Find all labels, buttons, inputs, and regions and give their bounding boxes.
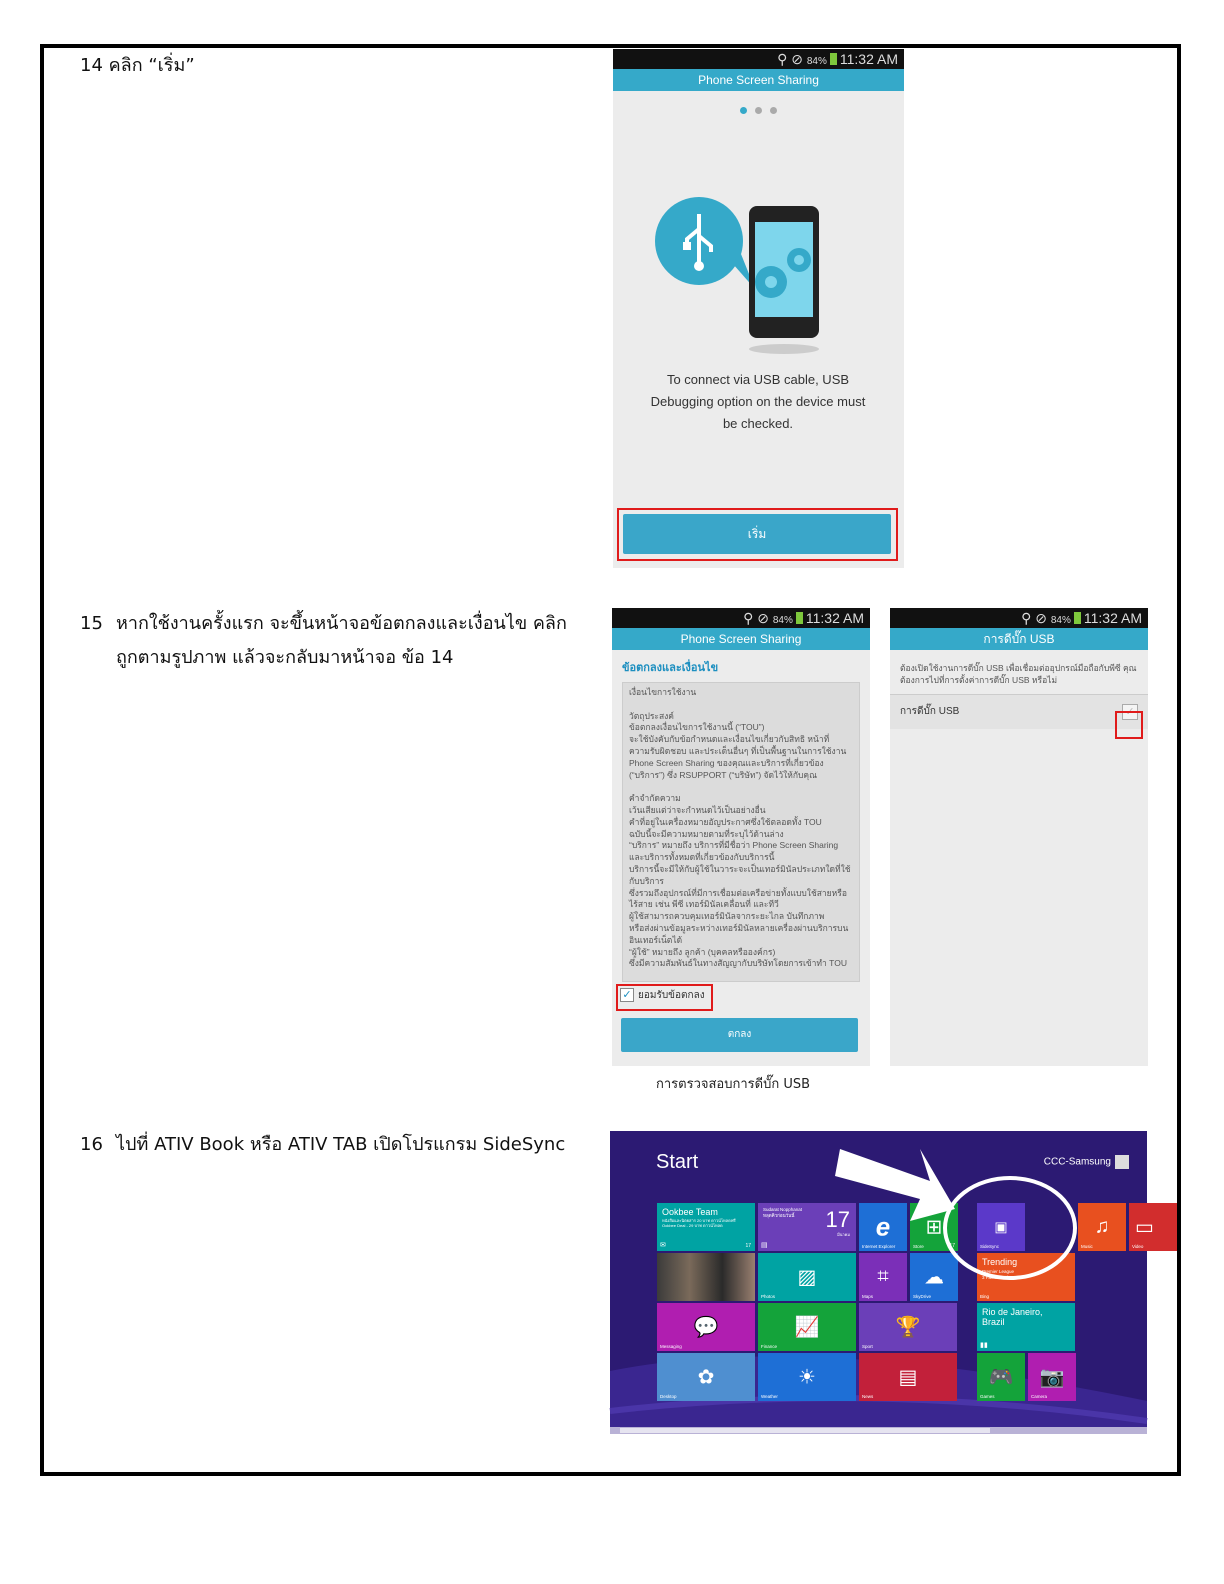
- step-number: 15: [80, 613, 103, 634]
- app-title-bar: การดีบั๊ก USB: [890, 628, 1148, 650]
- accept-terms-label: ยอมรับข้อตกลง: [638, 990, 705, 1001]
- sun-icon: ☀: [798, 1366, 816, 1389]
- app-title-bar: Phone Screen Sharing: [612, 628, 870, 650]
- tile-label: Games: [980, 1394, 995, 1399]
- tile-label: Finance: [761, 1344, 778, 1349]
- cloud-icon: ☁: [924, 1266, 944, 1289]
- usb-debugging-message: To connect via USB cable, USB Debugging option on the device must be checked.: [650, 372, 866, 431]
- clock: 11:32 AM: [805, 610, 864, 626]
- step-text-line1: หากใช้งานครั้งแรก จะขึ้นหน้าจอข้อตกลงและเงื่อนไข คลิก: [116, 613, 567, 634]
- trophy-icon: 🏆: [895, 1316, 921, 1339]
- mail-icon: ✉: [660, 1242, 666, 1249]
- terms-heading: ข้อตกลงและเงื่อนไข: [622, 662, 719, 674]
- tile-label: Music: [1081, 1244, 1093, 1249]
- step-text: คลิก “เริ่ม”: [108, 55, 195, 76]
- finance-chart-icon: 📈: [794, 1316, 820, 1339]
- news-icon: ▤: [898, 1366, 918, 1389]
- highlight-circle: [945, 1178, 1075, 1278]
- highlight-box: [616, 984, 713, 1011]
- step-14: [80, 49, 195, 83]
- page-dot-active: [740, 107, 747, 114]
- annotation-overlay: [610, 1131, 1147, 1434]
- sidesync-icon: ▣: [994, 1218, 1008, 1235]
- ookbee-subtitle: หนังสือและนิตยสาร 20 บาท ดาวน์โหลดฟรี Ookbee Deal - 29 บาท ดาวน์โหลด: [662, 1218, 736, 1228]
- calendar-text: Sudarat Nopphanat หลุดคิวก่อนวันนี้: [763, 1207, 803, 1218]
- battery-percent: 84%: [772, 615, 793, 626]
- clock: 11:32 AM: [1083, 610, 1142, 626]
- tile-label: Maps: [862, 1294, 874, 1299]
- phone-screen-start: [613, 49, 904, 568]
- page-dot: [755, 107, 762, 114]
- tile-label: Desktop: [660, 1394, 677, 1399]
- usb-connection-illustration-icon: [653, 194, 853, 359]
- tile-label: Photos: [761, 1294, 776, 1299]
- checkmark-icon: ✓: [620, 988, 634, 1002]
- calendar-icon: ▤: [761, 1242, 768, 1249]
- figure-caption: การตรวจสอบการดีบั๊ก USB: [656, 1077, 811, 1092]
- page-indicator: [613, 101, 904, 115]
- tile-label: Store: [913, 1244, 924, 1249]
- scrollbar-thumb[interactable]: [620, 1428, 990, 1433]
- gamepad-icon: 🎮: [988, 1366, 1014, 1389]
- tile-label: SideSync: [980, 1244, 1000, 1249]
- headphones-icon: ♫: [1094, 1215, 1110, 1238]
- step-16: [80, 1128, 565, 1162]
- status-bar: [613, 49, 904, 69]
- messaging-icon: 💬: [693, 1316, 719, 1339]
- user-name: CCC-Samsung: [1043, 1156, 1111, 1168]
- phone-screen-terms: [612, 608, 870, 1066]
- step-number: 16: [80, 1134, 103, 1155]
- maps-icon: ⌗: [877, 1265, 889, 1288]
- trending-title: Trending: [982, 1257, 1018, 1267]
- step-text: ไปที่ ATIV Book หรือ ATIV TAB เปิดโปรแกรม SideSync: [116, 1134, 566, 1155]
- weather-bars-icon: ▮▮: [980, 1342, 988, 1349]
- clock: 11:32 AM: [839, 51, 898, 67]
- usb-icon: ⚲: [777, 51, 788, 67]
- battery-icon: [830, 53, 837, 65]
- phone-screen-usb-debugging: [890, 608, 1148, 1066]
- horizontal-scrollbar[interactable]: [610, 1427, 1147, 1434]
- step-number: 14: [80, 55, 103, 76]
- step-15: [80, 607, 567, 675]
- tile-label: Sport: [862, 1344, 873, 1349]
- trending-subtitle: Premier League 3 Factor final: [982, 1269, 1015, 1280]
- video-icon: ▭: [1135, 1216, 1154, 1239]
- store-count: 17: [949, 1243, 955, 1249]
- usb-debugging-label: การดีบั๊ก USB: [900, 706, 960, 717]
- status-bar: [890, 608, 1148, 628]
- weather-city: Rio de Janeiro, Brazil: [982, 1307, 1043, 1327]
- tile-label: Internet Explorer: [862, 1244, 896, 1249]
- usb-icon: ⚲: [743, 610, 754, 626]
- usb-debugging-option[interactable]: [890, 695, 1148, 729]
- no-sign-icon: ⊘: [791, 51, 803, 67]
- tile-label: Video: [1132, 1244, 1144, 1249]
- windows-start-screen: [610, 1131, 1154, 1434]
- battery-icon: [1074, 612, 1081, 624]
- ok-button[interactable]: ตกลง: [621, 1018, 858, 1052]
- terms-text[interactable]: เงื่อนไขการใช้งาน วัตถุประสงค์ ข้อตกลงเงื่อนไขการใช้งานนี้ (“TOU”) จะใช้บังคับกับข้อกำหนดและเงื่อนไขเกี่ยวกับสิทธิ หน้าที่ ความรับผิดชอบ และประเด็นอื่นๆ ที่เป็นพื้นฐานในการใช้งาน Phone Screen Sharing ของคุณและบริการที่เกี่ยวข้อง (“บริการ”) ซึ่ง RSUPPORT (“บริษัท”) จัดไว้ให้กับคุณ คำจำกัดความ เว้นเสียแต่ว่าจะกำหนดไว้เป็นอย่างอื่น คำที่อยู่ในเครื่องหมายอัญประกาศซึ่งใช้ตลอดทั้ง TOU ฉบับนี้จะมีความหมายตามที่ระบุไว้ด้านล่าง “บริการ” หมายถึง บริการที่มีชื่อว่า Phone Screen Sharing และบริการทั้งหมดที่เกี่ยวข้องกับบริการนี้ บริการนี้จะมีให้กับผู้ใช้ในวาระจะเป็นเทอร์มินัลประเภทใดที่ใช้กับบริการ ซึ่งรวมถึงอุปกรณ์ที่มีการเชื่อมต่อเครือข่ายทั้งแบบใช้สายหรือไร้สาย เช่น พีซี เทอร์มินัลเคลื่อนที่ และทีวี ผู้ใช้สามารถควบคุมเทอร์มินัลจากระยะไกล บันทึกภาพ หรือส่งผ่านข้อมูลระหว่างเทอร์มินัลหลายเครื่องผ่านบริการบนอินเทอร์เน็ตได้ “ผู้ใช้” หมายถึง ลูกค้า (บุคคลหรือองค์กร) ซึ่งมีความสัมพันธ์ในทางสัญญากับบริษัทโดยการเข้าทำ TOU: [622, 682, 860, 982]
- status-bar: [612, 608, 870, 628]
- no-sign-icon: ⊘: [757, 610, 769, 626]
- app-title-bar: Phone Screen Sharing: [613, 69, 904, 91]
- highlight-box: [617, 508, 898, 561]
- page-dot: [770, 107, 777, 114]
- battery-percent: 84%: [806, 56, 827, 67]
- photos-icon: ▨: [797, 1266, 817, 1289]
- ookbee-count: 17: [745, 1243, 751, 1249]
- battery-percent: 84%: [1050, 615, 1071, 626]
- usb-icon: ⚲: [1021, 610, 1032, 626]
- flowers-icon: ✿: [697, 1366, 715, 1389]
- store-icon: ⊞: [925, 1216, 943, 1239]
- tile-label: Messaging: [660, 1344, 682, 1349]
- tile-label: SkyDrive: [913, 1294, 932, 1299]
- no-sign-icon: ⊘: [1035, 610, 1047, 626]
- battery-icon: [796, 612, 803, 624]
- arrow-icon: [835, 1149, 955, 1221]
- tile-label: Bing: [980, 1294, 990, 1299]
- calendar-day: 17: [825, 1207, 850, 1232]
- tile-label: Weather: [761, 1394, 778, 1399]
- tile-label: News: [862, 1394, 874, 1399]
- calendar-month: มีนาคม: [837, 1232, 850, 1237]
- start-title: Start: [656, 1151, 699, 1173]
- camera-icon: 📷: [1039, 1366, 1065, 1389]
- usb-debugging-checkbox[interactable]: ✓: [1122, 704, 1138, 720]
- step-text-line2: ถูกตามรูปภาพ แล้วจะกลับมาหน้าจอ ข้อ 14: [116, 647, 454, 668]
- usb-debugging-description: ต้องเปิดใช้งานการดีบั๊ก USB เพื่อเชื่อมต่ออุปกรณ์มือถือกับพีซี คุณต้องการไปที่การตั้งค่าการดีบั๊ก USB หรือไม่: [890, 650, 1148, 695]
- start-button[interactable]: เริ่ม: [623, 514, 891, 554]
- highlight-box: [1115, 711, 1143, 739]
- ookbee-title: Ookbee Team: [662, 1207, 718, 1217]
- ie-icon: e: [875, 1211, 891, 1242]
- tile-label: Camera: [1031, 1394, 1048, 1399]
